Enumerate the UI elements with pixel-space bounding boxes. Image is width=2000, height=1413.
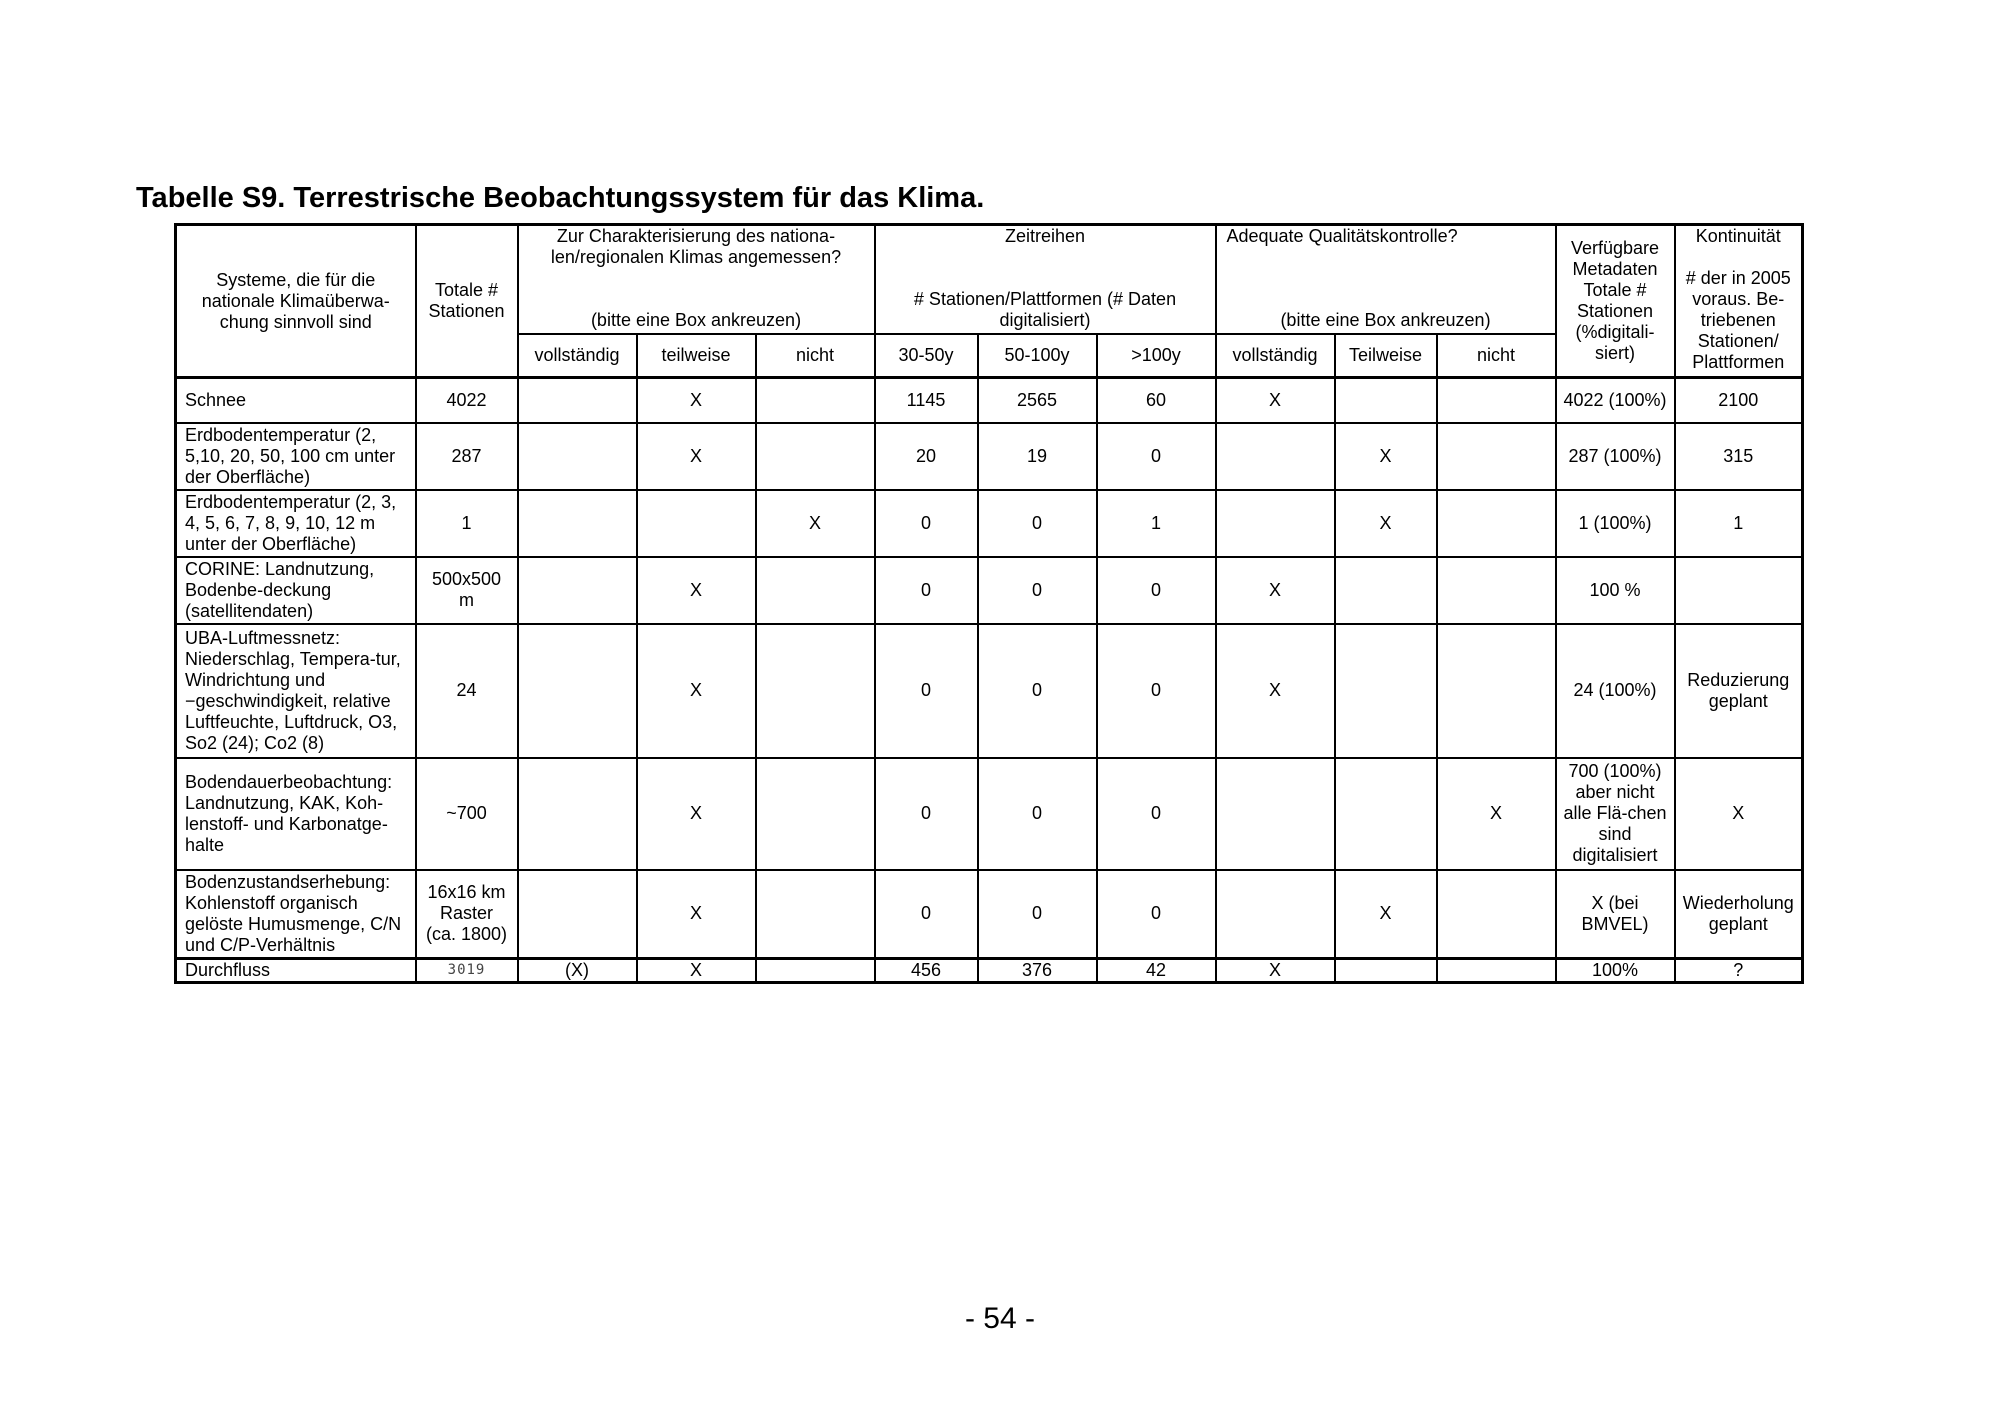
cell-qc-partial [1335,624,1437,758]
header-quality-control-title: Adequate Qualitätskontrolle? [1226,226,1458,246]
cell-continuity [1675,557,1803,624]
cell-qc-not [1437,378,1556,423]
cell-char-not [756,624,875,758]
cell-time-100plus: 0 [1097,758,1216,870]
cell-char-partial: X [637,624,756,758]
cell-time-100plus: 0 [1097,557,1216,624]
cell-time-100plus: 42 [1097,959,1216,983]
header-characterization-note: (bitte eine Box ankreuzen) [590,310,802,330]
cell-qc-not: X [1437,758,1556,870]
cell-qc-not [1437,490,1556,557]
cell-qc-partial: X [1335,490,1437,557]
subheader-qc-complete: vollständig [1216,334,1335,378]
cell-char-not [756,758,875,870]
table-row [176,959,1803,983]
cell-time-100plus: 0 [1097,423,1216,490]
cell-char-partial [637,490,756,557]
cell-char-not [756,959,875,983]
header-total: Totale # Stationen [416,225,518,378]
cell-system: Bodenzustandserhebung: Kohlenstoff organisch gelöste Humusmenge, C/N und C/P-Verhältnis [176,870,416,959]
cell-time-30-50: 0 [875,624,978,758]
cell-char-not [756,378,875,423]
table-row [176,423,1803,490]
cell-char-complete [518,423,637,490]
cell-metadata: 1 (100%) [1556,490,1675,557]
cell-char-not: X [756,490,875,557]
cell-qc-not [1437,423,1556,490]
cell-qc-not [1437,624,1556,758]
cell-qc-not [1437,959,1556,983]
cell-continuity: Reduzierung geplant [1675,624,1803,758]
cell-time-100plus: 1 [1097,490,1216,557]
cell-qc-complete: X [1216,624,1335,758]
cell-total: ~700 [416,758,518,870]
cell-time-50-100: 0 [978,870,1097,959]
cell-continuity: 2100 [1675,378,1803,423]
cell-system: CORINE: Landnutzung, Bodenbe-deckung (satellitendaten) [176,557,416,624]
subheader-qc-partial: Teilweise [1335,334,1437,378]
cell-char-complete [518,378,637,423]
cell-time-100plus: 0 [1097,624,1216,758]
cell-qc-partial: X [1335,870,1437,959]
cell-time-50-100: 0 [978,624,1097,758]
cell-qc-not [1437,870,1556,959]
cell-time-30-50: 0 [875,557,978,624]
cell-char-complete [518,624,637,758]
subheader-char-not: nicht [756,334,875,378]
cell-char-partial: X [637,870,756,959]
cell-time-50-100: 0 [978,758,1097,870]
header-time-series [875,225,1216,334]
cell-char-complete [518,557,637,624]
cell-continuity: 1 [1675,490,1803,557]
cell-total: 4022 [416,378,518,423]
cell-qc-partial [1335,557,1437,624]
subheader-time-100plus: >100y [1097,334,1216,378]
cell-metadata: 24 (100%) [1556,624,1675,758]
cell-system: Erdbodentemperatur (2, 3, 4, 5, 6, 7, 8, 9, 10, 12 m unter der Oberfläche) [176,490,416,557]
subheader-qc-not: nicht [1437,334,1556,378]
table-row [176,490,1803,557]
cell-time-30-50: 20 [875,423,978,490]
cell-char-complete: (X) [518,959,637,983]
cell-qc-not [1437,557,1556,624]
cell-time-30-50: 1145 [875,378,978,423]
header-continuity: Kontinuität # der in 2005 voraus. Be-triebenen Stationen/ Plattformen [1675,225,1803,378]
cell-char-partial: X [637,758,756,870]
cell-time-30-50: 0 [875,870,978,959]
cell-system: Erdbodentemperatur (2, 5,10, 20, 50, 100 cm unter der Oberfläche) [176,423,416,490]
cell-total: 1 [416,490,518,557]
cell-metadata: X (bei BMVEL) [1556,870,1675,959]
cell-qc-complete: X [1216,378,1335,423]
cell-time-50-100: 0 [978,557,1097,624]
cell-qc-partial: X [1335,423,1437,490]
cell-qc-complete: X [1216,557,1335,624]
subheader-time-30-50: 30-50y [875,334,978,378]
cell-char-partial: X [637,378,756,423]
cell-time-50-100: 2565 [978,378,1097,423]
subheader-time-50-100: 50-100y [978,334,1097,378]
cell-qc-complete [1216,758,1335,870]
cell-char-not [756,870,875,959]
cell-system: Bodendauerbeobachtung: Landnutzung, KAK, Koh-lenstoff- und Karbonatge-halte [176,758,416,870]
cell-continuity: 315 [1675,423,1803,490]
cell-char-partial: X [637,557,756,624]
header-quality-control [1216,225,1556,334]
cell-qc-complete: X [1216,959,1335,983]
cell-total: 287 [416,423,518,490]
cell-total: 16x16 km Raster (ca. 1800) [416,870,518,959]
cell-time-50-100: 0 [978,490,1097,557]
header-time-series-title: Zeitreihen [1004,226,1086,246]
cell-system: UBA-Luftmessnetz: Niederschlag, Tempera-tur, Windrichtung und −geschwindigkeit, relative Luftfeuchte, Luftdruck, O3, So2 (24); Co2 (8) [176,624,416,758]
header-row [176,225,1803,334]
cell-system: Schnee [176,378,416,423]
cell-metadata: 700 (100%) aber nicht alle Flä-chen sind digitalisiert [1556,758,1675,870]
cell-time-50-100: 376 [978,959,1097,983]
subheader-char-partial: teilweise [637,334,756,378]
cell-qc-partial [1335,959,1437,983]
cell-char-complete [518,758,637,870]
cell-char-complete [518,490,637,557]
cell-time-30-50: 456 [875,959,978,983]
table-row [176,758,1803,870]
cell-metadata: 4022 (100%) [1556,378,1675,423]
cell-total: 24 [416,624,518,758]
cell-metadata: 100% [1556,959,1675,983]
cell-continuity: Wiederholung geplant [1675,870,1803,959]
cell-continuity: X [1675,758,1803,870]
header-time-series-note: # Stationen/Plattformen (# Daten digitalisiert) [913,289,1177,330]
header-characterization [518,225,875,334]
cell-metadata: 287 (100%) [1556,423,1675,490]
table-title: Tabelle S9. Terrestrische Beobachtungssystem für das Klima. [136,182,985,214]
cell-char-partial: X [637,959,756,983]
cell-qc-complete [1216,423,1335,490]
table-row [176,870,1803,959]
cell-time-50-100: 19 [978,423,1097,490]
cell-time-100plus: 60 [1097,378,1216,423]
cell-continuity: ? [1675,959,1803,983]
header-quality-control-note: (bitte eine Box ankreuzen) [1280,310,1491,330]
header-metadata: Verfügbare Metadaten Totale # Stationen (%digitali-siert) [1556,225,1675,378]
cell-total: 3019 [416,959,518,983]
cell-char-complete [518,870,637,959]
cell-char-not [756,423,875,490]
header-systems: Systeme, die für die nationale Klimaüberwa-chung sinnvoll sind [176,225,416,378]
cell-qc-partial [1335,758,1437,870]
header-characterization-title: Zur Charakterisierung des nationa-len/regionalen Klimas angemessen? [550,226,842,267]
cell-time-100plus: 0 [1097,870,1216,959]
cell-time-30-50: 0 [875,490,978,557]
cell-char-partial: X [637,423,756,490]
table-row [176,378,1803,423]
table-row [176,557,1803,624]
subheader-char-complete: vollständig [518,334,637,378]
table-row [176,624,1803,758]
cell-total: 500x500 m [416,557,518,624]
cell-qc-complete [1216,870,1335,959]
observation-table [174,223,1804,984]
cell-time-30-50: 0 [875,758,978,870]
cell-qc-partial [1335,378,1437,423]
page-number: - 54 - [964,1302,1036,1335]
cell-qc-complete [1216,490,1335,557]
cell-metadata: 100 % [1556,557,1675,624]
cell-system: Durchfluss [176,959,416,983]
cell-char-not [756,557,875,624]
